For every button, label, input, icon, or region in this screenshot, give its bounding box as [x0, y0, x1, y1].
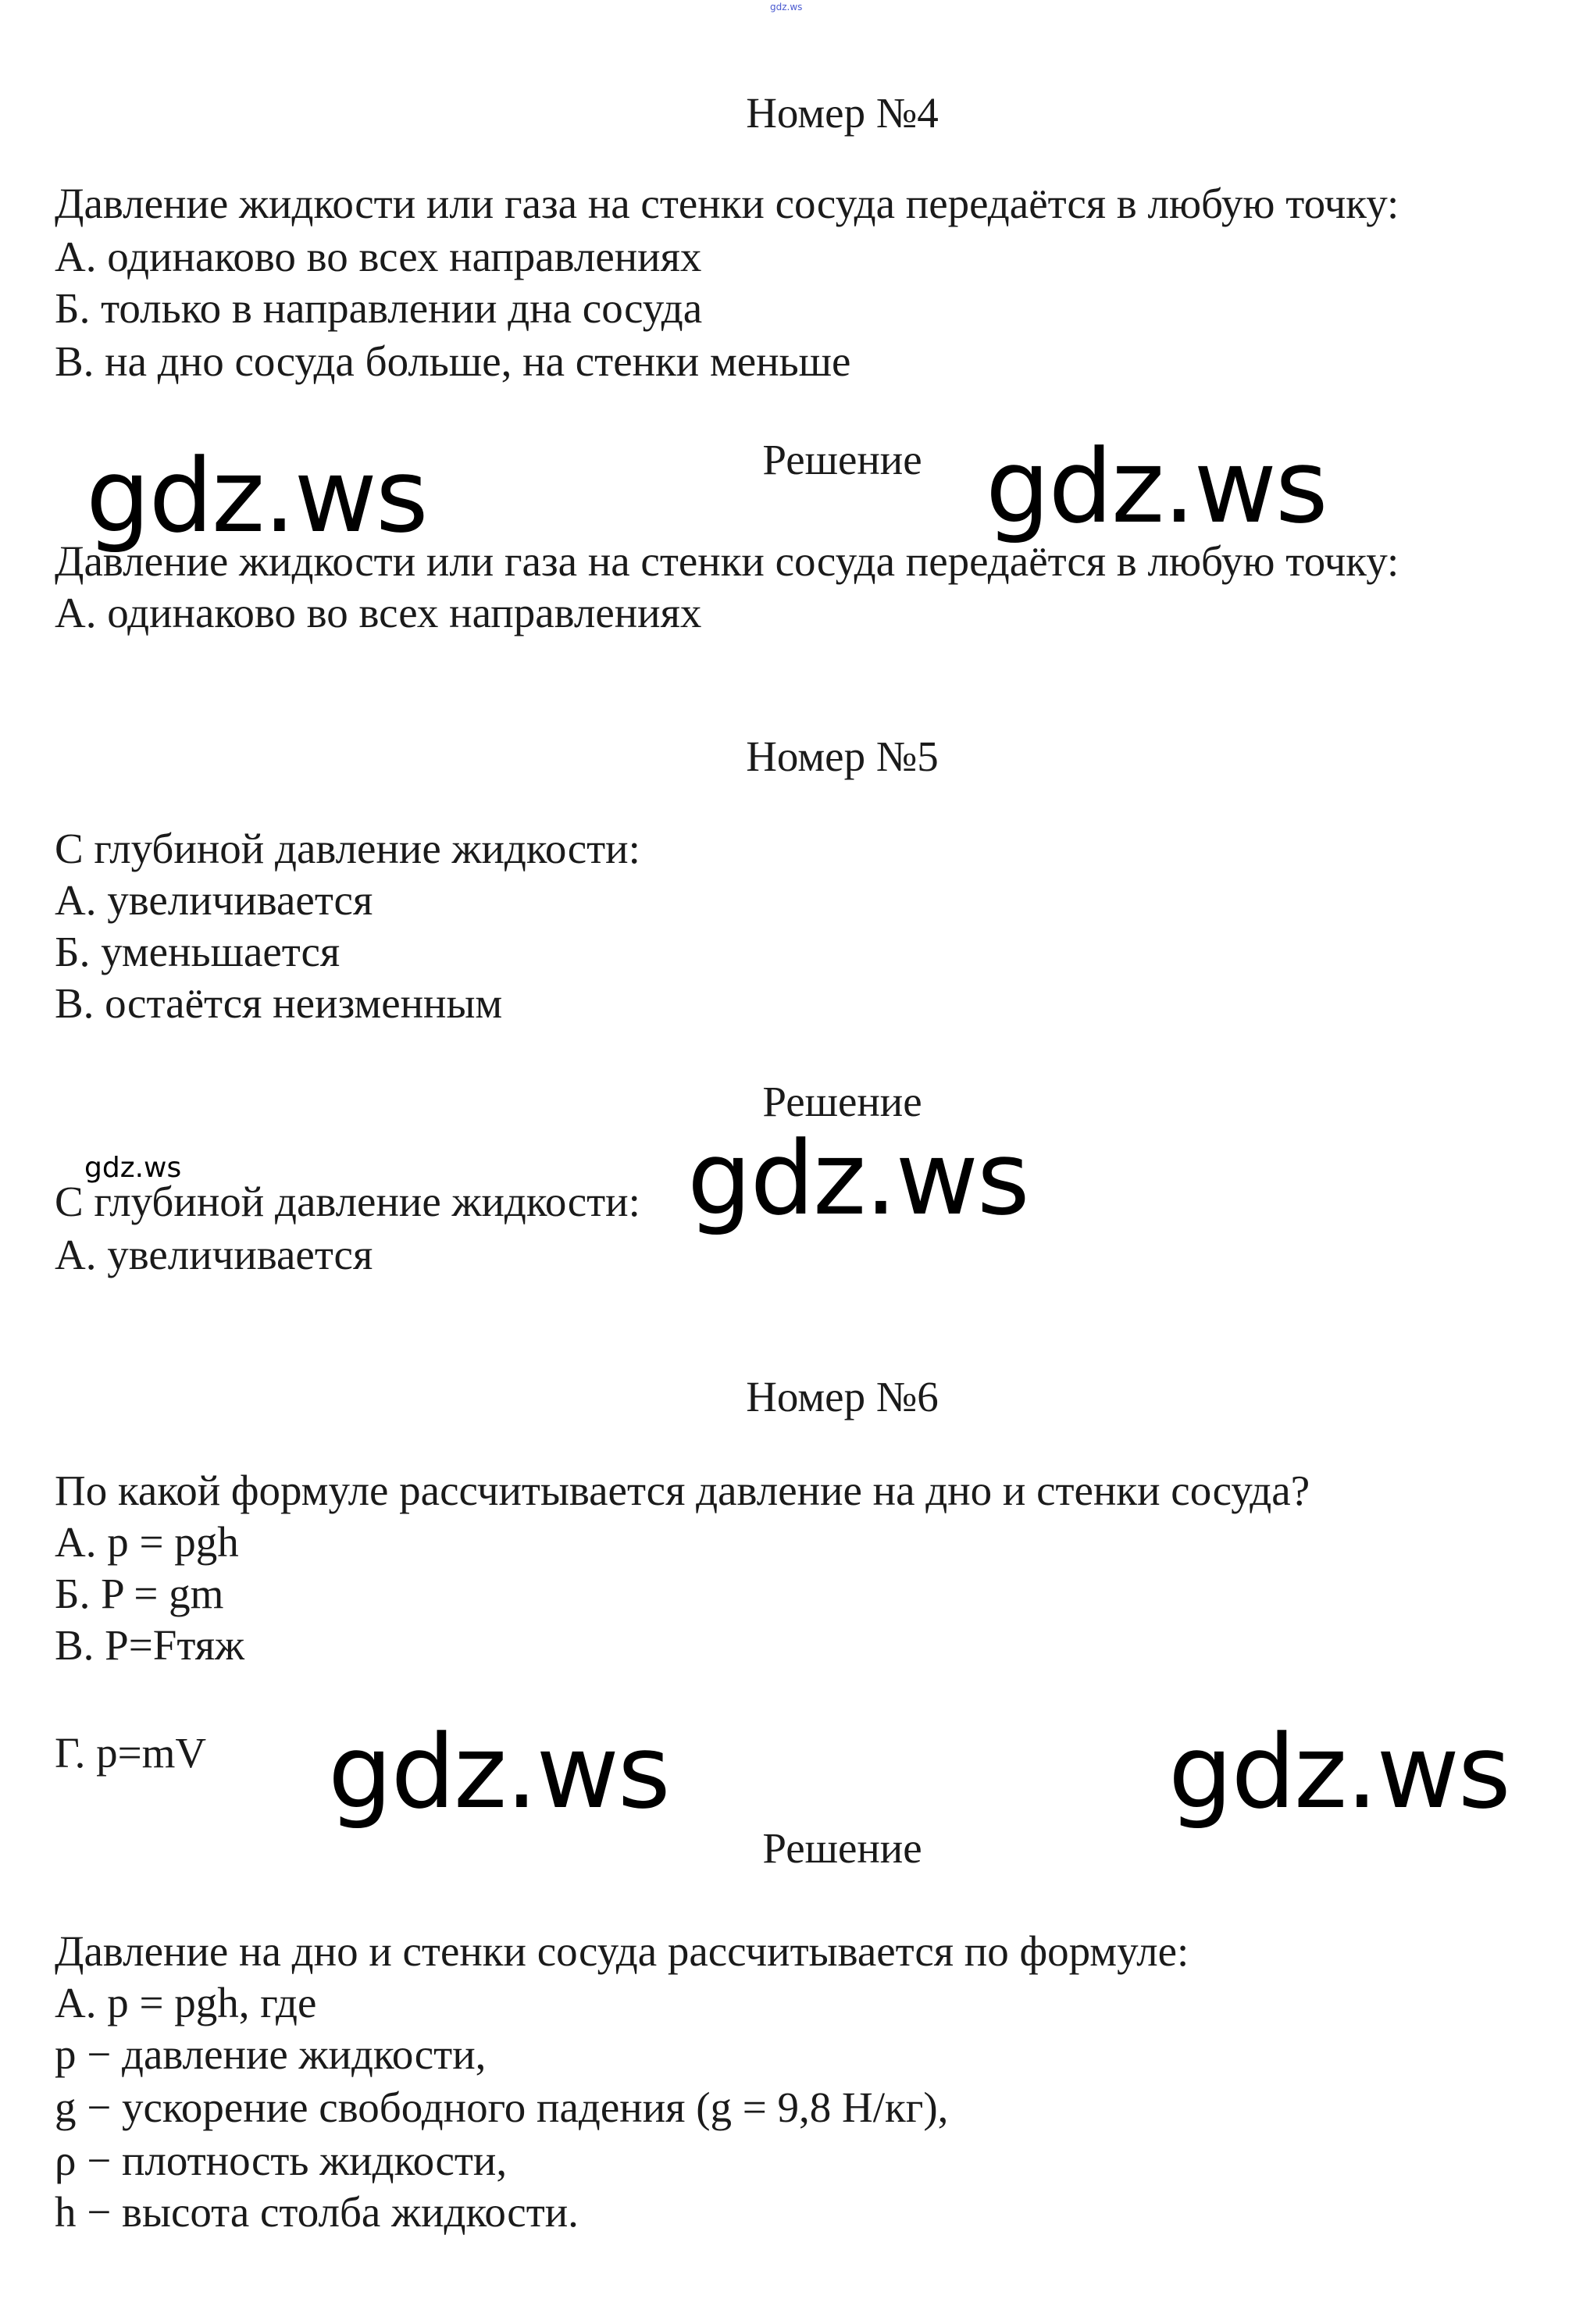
watermark-logo: gdz.ws [328, 1713, 669, 1831]
q5-option-b: Б. уменьшается [55, 928, 340, 975]
q6-option-b: Б. P = gm [55, 1570, 224, 1617]
q4-option-b: Б. только в направлении дна сосуда [55, 284, 703, 332]
q6-question: По какой формуле рассчитывается давление на дно и стенки сосуда? [55, 1467, 1310, 1514]
q6-heading: Номер №6 [746, 1373, 939, 1420]
q5-solution-label: Решение [762, 1078, 922, 1125]
q6-answer-line-5: ρ − плотность жидкости, [55, 2137, 508, 2184]
watermark-logo: gdz.ws [986, 427, 1327, 546]
q4-option-c: В. на дно сосуда больше, на стенки меньше [55, 337, 851, 385]
watermark-logo: gdz.ws [1168, 1713, 1510, 1831]
q6-answer-line-2: А. p = pgh, где [55, 1979, 317, 2026]
q4-answer-line-1: Давление жидкости или газа на стенки сосуда передаётся в любую точку: [55, 537, 1399, 585]
q6-solution-label: Решение [762, 1824, 922, 1872]
q4-option-a: А. одинаково во всех направлениях [55, 233, 702, 280]
q5-answer-line-1: С глубиной давление жидкости: [55, 1178, 640, 1225]
q5-question: С глубиной давление жидкости: [55, 825, 640, 872]
watermark-small: gdz.ws [84, 1152, 182, 1184]
q6-option-c: В. P=Fтяж [55, 1621, 244, 1669]
watermark-logo: gdz.ws [687, 1119, 1029, 1238]
q6-answer-line-6: h − высота столба жидкости. [55, 2188, 579, 2236]
watermark-tiny: gdz.ws [770, 2, 803, 12]
watermark-logo: gdz.ws [86, 437, 427, 555]
q6-answer-line-1: Давление на дно и стенки сосуда рассчитывается по формуле: [55, 1927, 1189, 1975]
q5-answer-line-2: А. увеличивается [55, 1231, 373, 1278]
q5-heading: Номер №5 [746, 732, 939, 780]
q6-answer-line-3: p − давление жидкости, [55, 2030, 487, 2078]
q4-question: Давление жидкости или газа на стенки сосуда передаётся в любую точку: [55, 180, 1399, 227]
q6-option-a: А. p = pgh [55, 1518, 239, 1566]
q5-option-c: В. остаётся неизменным [55, 979, 503, 1027]
q6-answer-line-4: g − ускорение свободного падения (g = 9,8 Н/кг), [55, 2083, 949, 2131]
q5-option-a: А. увеличивается [55, 876, 373, 924]
q4-answer-line-2: А. одинаково во всех направлениях [55, 589, 702, 636]
q4-solution-label: Решение [762, 436, 922, 483]
q4-heading: Номер №4 [746, 89, 939, 137]
q6-option-d: Г. p=mV [55, 1729, 207, 1777]
